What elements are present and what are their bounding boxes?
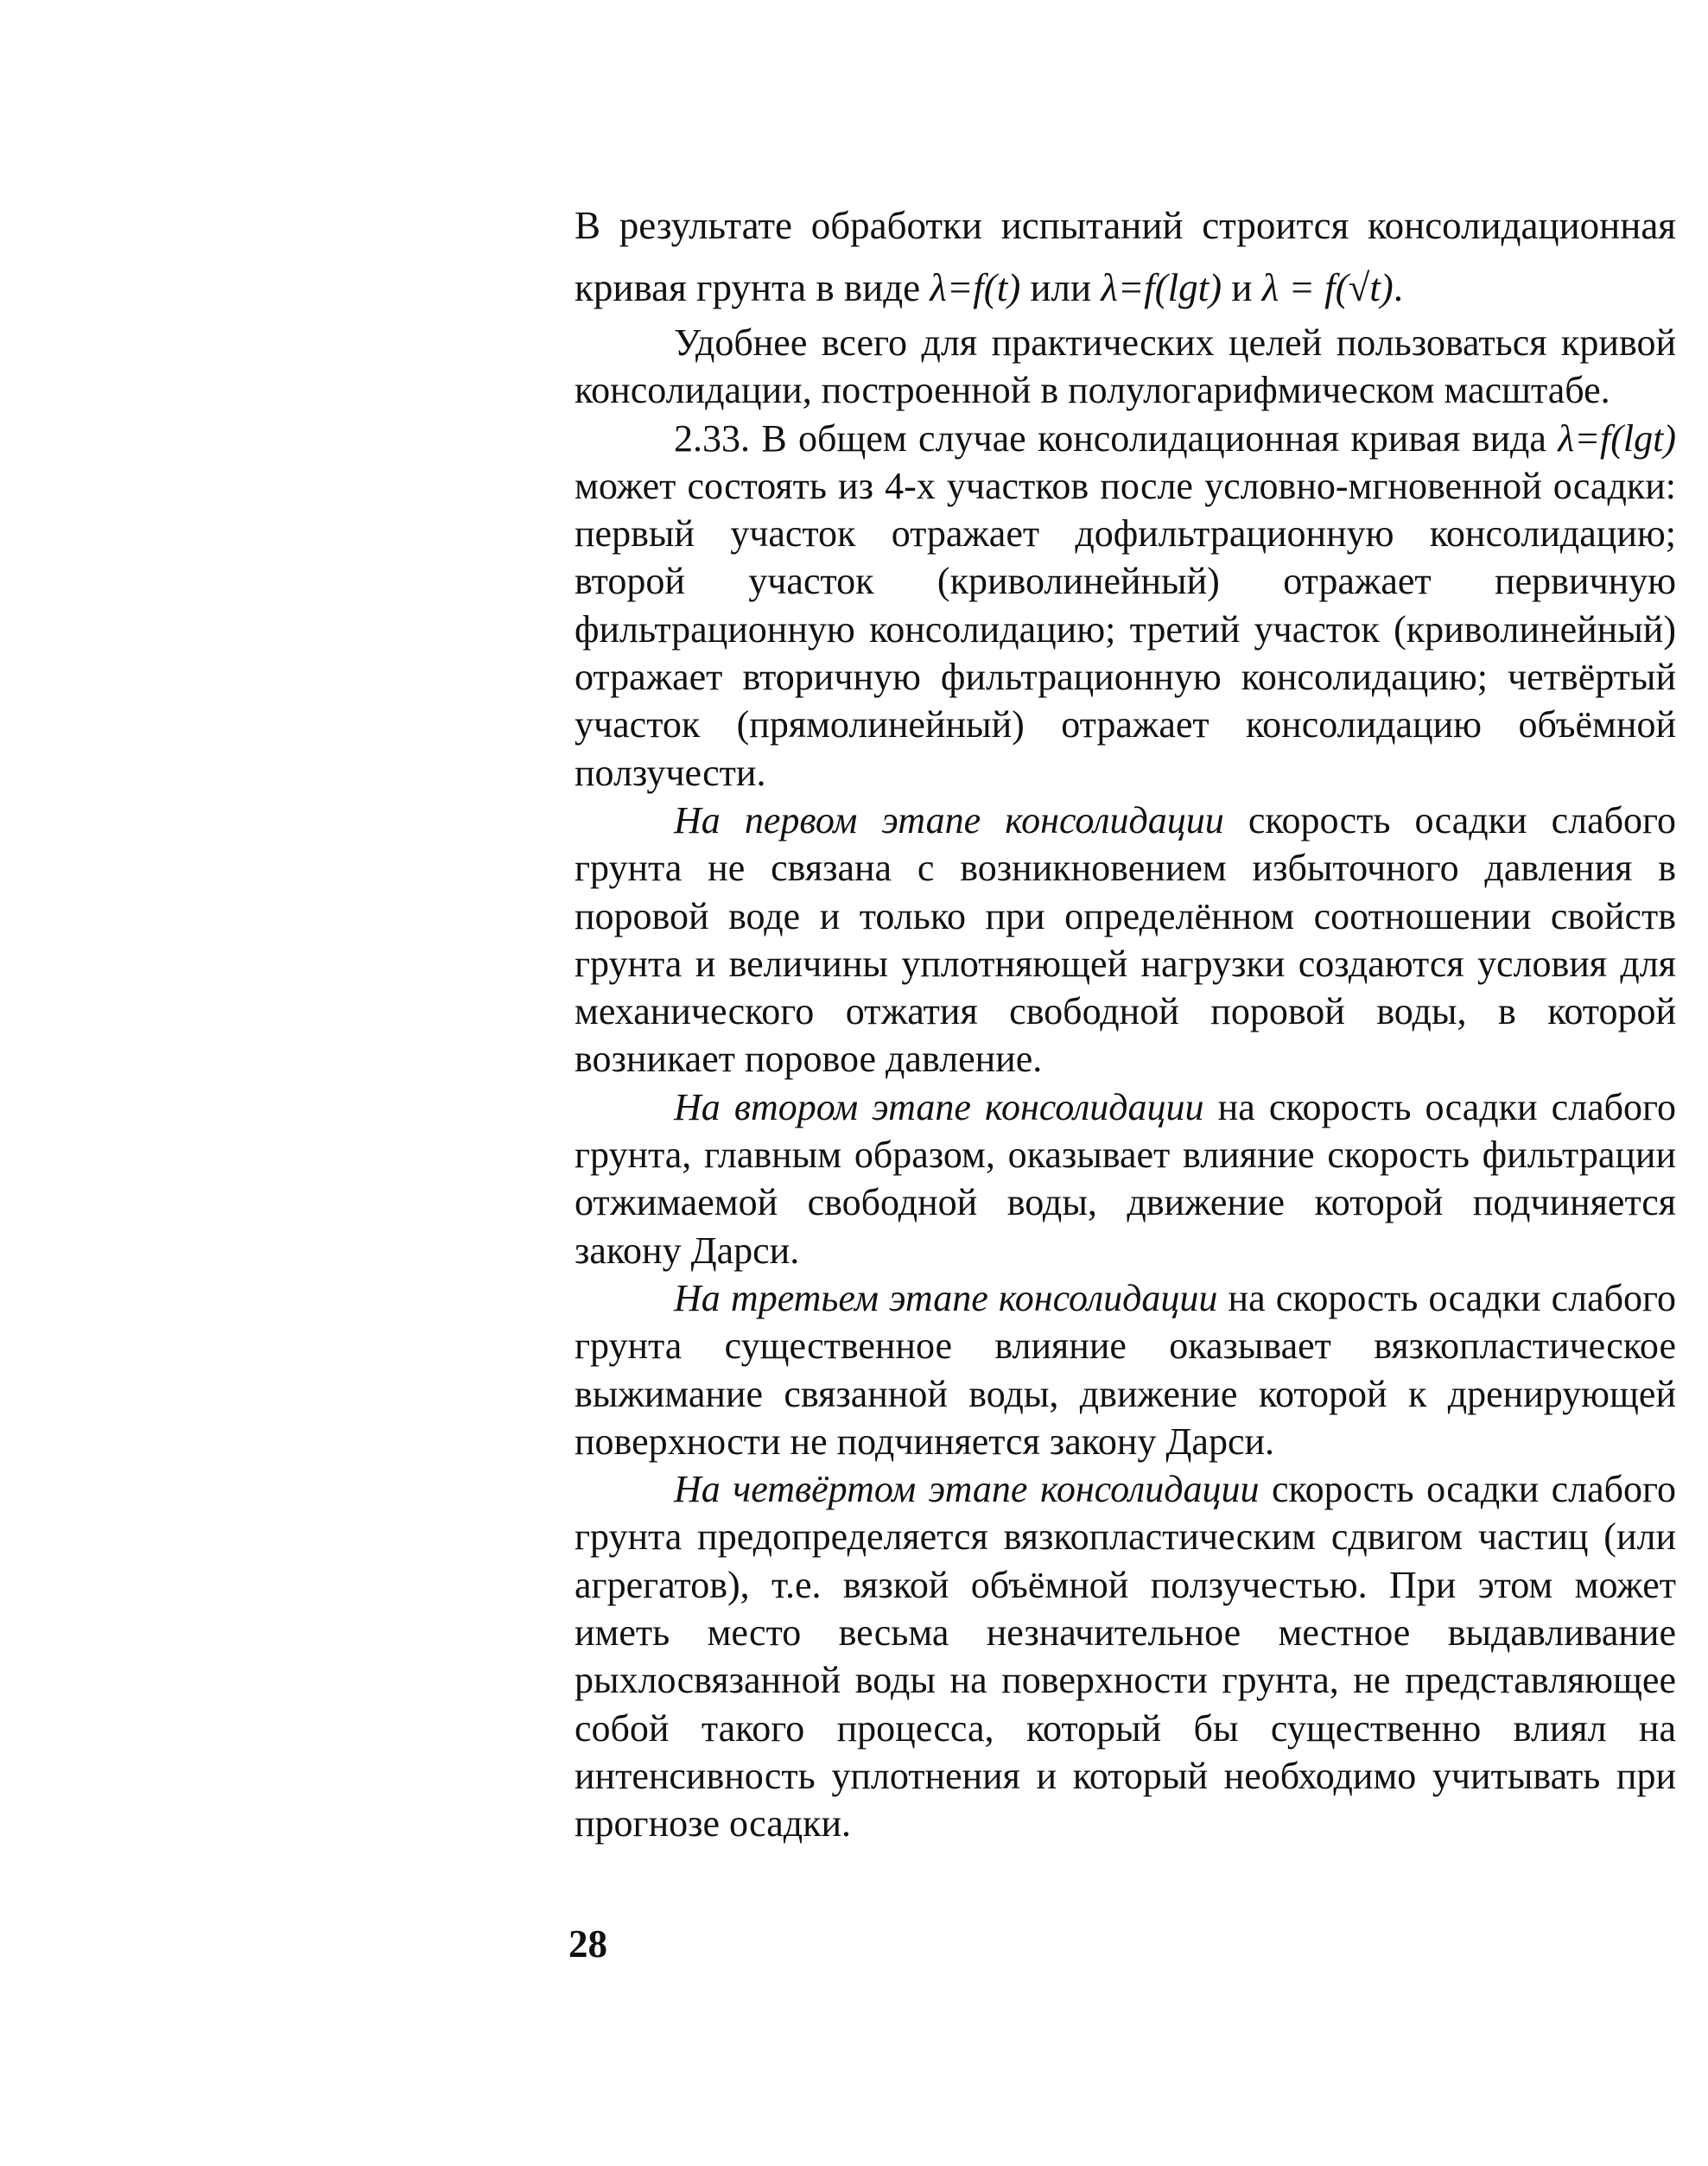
formula: λ=f(lgt) — [1101, 266, 1222, 309]
paragraph — [575, 797, 1676, 1083]
paragraph — [575, 1465, 1676, 1847]
text-run: 2.33. В общем случае консолидационная кривая вида — [674, 416, 1559, 460]
text-run: может состоять из 4-х участков после условно-мгновенной осадки: первый участок отражает дофильтрационную консолидацию; второй участок (криволинейный) отражает первичную фильтрационную консолидацию; третий участок (криволинейный) отражает вторичную фильтрационную консолидацию; четвёртый участок (прямолинейный) отражает консолидацию объёмной ползучести. — [575, 464, 1676, 794]
formula: λ = f(√t) — [1261, 266, 1394, 309]
italic-phrase: На третьем этапе консолидации — [674, 1276, 1218, 1319]
text-run: В результате обработки испытаний строится консолидационная кривая грунта в виде — [575, 204, 1676, 309]
paragraph — [575, 319, 1676, 415]
italic-phrase: На четвёртом этапе консолидации — [674, 1468, 1260, 1511]
formula: λ=f(lgt) — [1558, 416, 1676, 460]
italic-phrase: На первом этапе консолидации — [674, 798, 1224, 842]
text-run: скорость осадки слабого грунта не связана с возникновением избыточного давления в поровой воде и только при определённом соотношении свойств грунта и величины уплотняющей нагрузки создаются условия для механического отжатия свободной поровой воды, в которой возникает поровое давление. — [575, 798, 1677, 1081]
paragraph — [575, 1274, 1676, 1465]
text-run: . — [1393, 266, 1404, 309]
body-text — [575, 194, 1676, 1848]
text-run: и — [1222, 266, 1262, 309]
text-run: или — [1020, 266, 1102, 309]
text-run: скорость осадки слабого грунта предопределяется вязкопластическим сдвигом частиц (или агрегатов), т.е. вязкой объёмной ползучестью. При этом может иметь место весьма незначительное местное выдавливание рыхлосвязанной воды на поверхности грунта, не представляющее собой такого процесса, который бы существенно влиял на интенсивность уплотнения и который необходимо учитывать при прогнозе осадки. — [575, 1468, 1676, 1845]
formula: λ=f(t) — [930, 266, 1021, 309]
paragraph — [575, 415, 1676, 797]
paragraph — [575, 1083, 1676, 1274]
text-run: на скорость осадки слабого грунта, главным образом, оказывает влияние скорость фильтрации отжимаемой свободной воды, движение которой подчиняется закону Дарси. — [575, 1085, 1677, 1272]
italic-phrase: На втором этапе консолидации — [674, 1085, 1204, 1128]
paragraph — [575, 194, 1676, 319]
page-number: 28 — [568, 1922, 607, 1966]
text-run: Удобнее всего для практических целей пользоваться кривой консолидации, построенной в полулогарифмическом масштабе. — [575, 321, 1676, 412]
text-run: на скорость осадки слабого грунта существенное влияние оказывает вязкопластическое выжимание связанной воды, движение которой к дренирующей поверхности не подчиняется закону Дарси. — [575, 1276, 1676, 1463]
